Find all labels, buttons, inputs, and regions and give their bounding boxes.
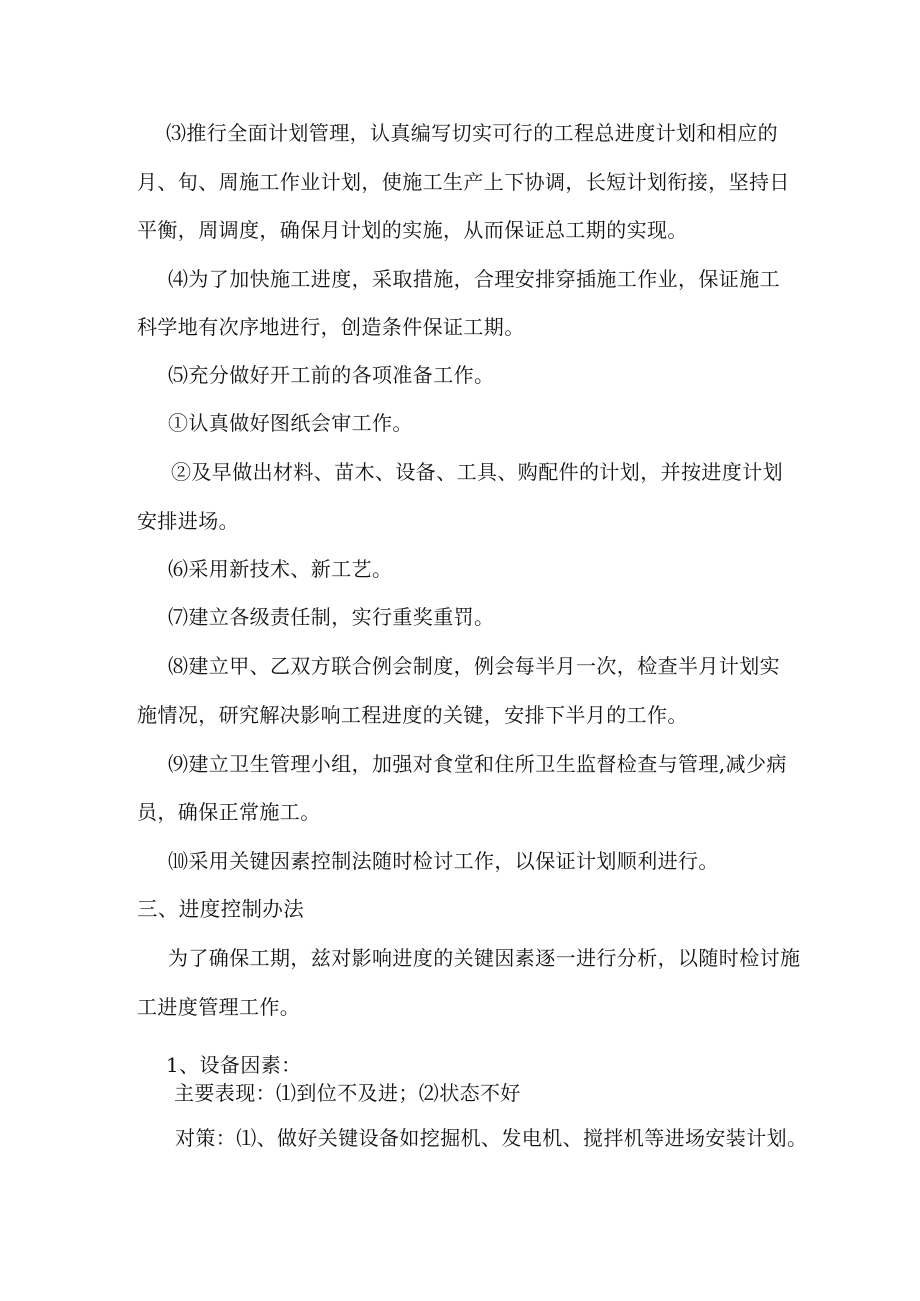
paragraph-9-line-1: ⑼建立卫生管理小组，加强对食堂和住所卫生监督检查与管理,减少病 xyxy=(168,752,787,776)
section-3-heading: 三、进度控制办法 xyxy=(137,897,305,921)
paragraph-5-sub-2-line-1: ②及早做出材料、苗木、设备、工具、购配件的计划，并按进度计划 xyxy=(171,460,783,484)
paragraph-5-sub-2-line-2: 安排进场。 xyxy=(137,509,239,533)
item-1-symptom: 主要表现：⑴到位不及进；⑵状态不好 xyxy=(174,1081,521,1105)
item-1-measure: 对策：⑴、做好关键设备如挖掘机、发电机、搅拌机等进场安装计划。 xyxy=(175,1126,808,1150)
paragraph-5: ⑸充分做好开工前的各项准备工作。 xyxy=(168,363,495,387)
paragraph-3-line-2: 月、旬、周施工作业计划，使施工生产上下协调，长短计划衔接，坚持日 xyxy=(137,170,790,194)
paragraph-3-line-1: ⑶推行全面计划管理，认真编写切实可行的工程总进度计划和相应的 xyxy=(166,121,778,145)
item-1-title: 1、设备因素： xyxy=(166,1053,302,1077)
section-3-intro-line-1: 为了确保工期，兹对影响进度的关键因素逐一进行分析，以随时检讨施 xyxy=(168,946,801,970)
paragraph-5-sub-1: ①认真做好图纸会审工作。 xyxy=(168,411,413,435)
paragraph-9-line-2: 员，确保正常施工。 xyxy=(137,800,321,824)
paragraph-3-line-3: 平衡，周调度，确保月计划的实施，从而保证总工期的实现。 xyxy=(137,218,688,242)
paragraph-4-line-2: 科学地有次序地进行，创造条件保证工期。 xyxy=(137,315,525,339)
paragraph-6: ⑹采用新技术、新工艺。 xyxy=(168,557,393,581)
paragraph-4-line-1: ⑷为了加快施工进度，采取措施，合理安排穿插施工作业，保证施工 xyxy=(168,267,780,291)
paragraph-8-line-1: ⑻建立甲、乙双方联合例会制度，例会每半月一次，检查半月计划实 xyxy=(168,654,780,678)
paragraph-7: ⑺建立各级责任制，实行重奖重罚。 xyxy=(168,605,495,629)
section-3-intro-line-2: 工进度管理工作。 xyxy=(137,995,301,1019)
paragraph-10: ⑽采用关键因素控制法随时检讨工作，以保证计划顺利进行。 xyxy=(168,849,719,873)
paragraph-8-line-2: 施情况，研究解决影响工程进度的关键，安排下半月的工作。 xyxy=(137,703,688,727)
